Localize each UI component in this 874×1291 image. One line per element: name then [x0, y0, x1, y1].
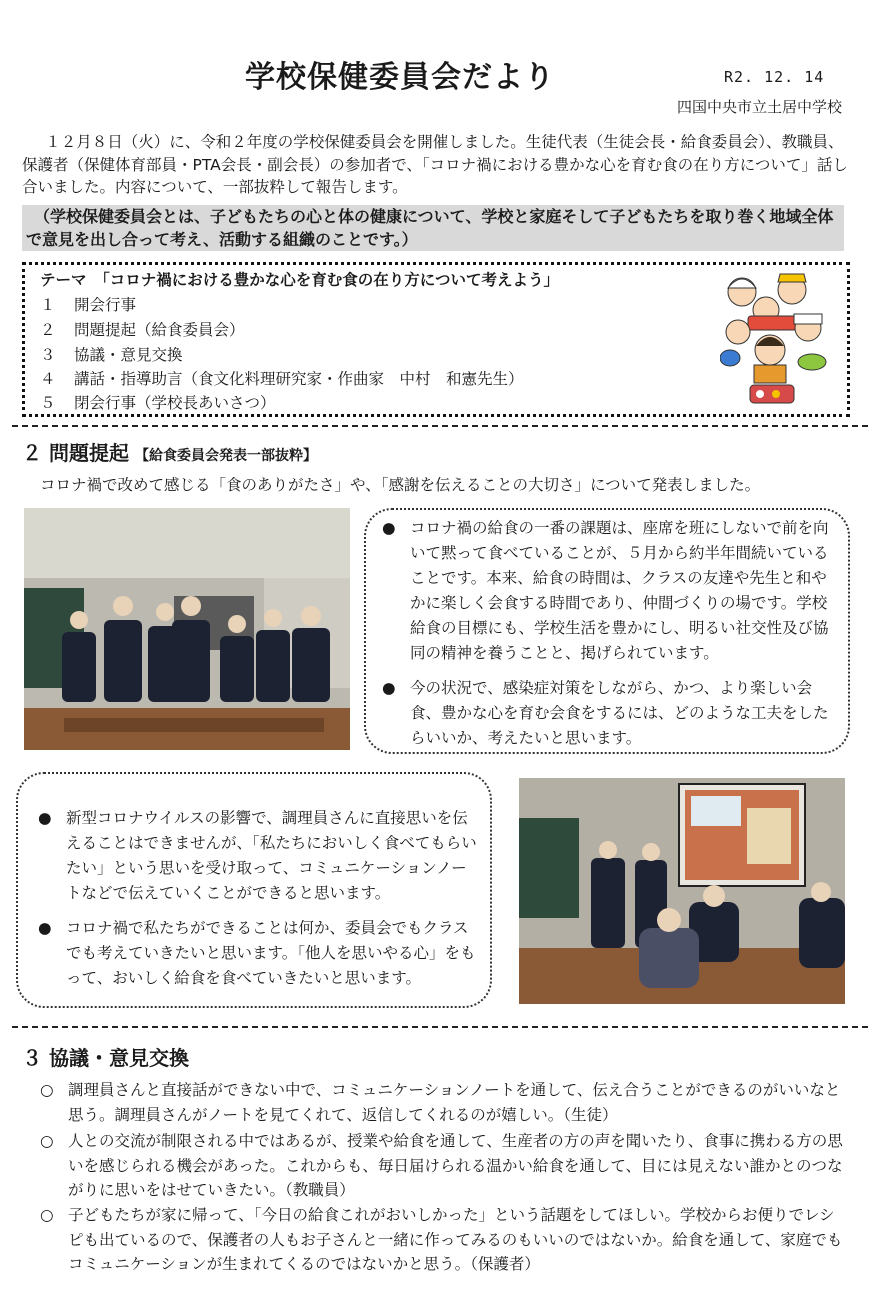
school-name: 四国中央市立土居中学校: [676, 98, 842, 116]
bullet-point: ● コロナ禍の給食の一番の課題は、座席を班にしないで前を向いて黙って食べていることが、５月から約半年間続いていることです。本来、給食の時間は、クラスの友達や先生と和やかに楽しく会食する時間であり、仲間づくりの場です。学校給食の目標にも、学校生活を豊かにし、明るい社交性及び協同の精神を養うことと、掲げられています。: [382, 519, 829, 662]
section-divider: [12, 425, 868, 427]
program-item: ５ 閉会行事（学校長あいさつ）: [40, 394, 276, 412]
opinion-item: ○ 人との交流が制限される中ではあるが、授業や給食を通して、生産者の方の声を聞いたり、食事に携わる方の思いを感じられる機会があった。これからも、毎日届けられる温かい給食を通して、目には見えない誰かとのつながりに思いをはせていきたい。（教職員）: [40, 1132, 843, 1199]
section-3-heading: ３ 協議・意見交換: [22, 1046, 189, 1070]
program-item: ４ 講話・指導助言（食文化料理研究家・作曲家 中村 和憲先生）: [40, 370, 524, 388]
children-food-illustration: [720, 270, 830, 410]
intro-paragraph: １２月８日（火）に、令和２年度の学校保健委員会を開催しました。生徒代表（生徒会長・給食委員会）、教職員、保護者（保健体育部員・PTA会長・副会長）の参加者で、「コロナ禍における豊かな心を育む食の在り方について」話し合いました。内容について、一部抜粋して報告します。: [22, 133, 848, 196]
opinion-item: ○ 調理員さんと直接話ができない中で、コミュニケーションノートを通して、伝え合うことができるのがいいなと思う。調理員さんがノートを見てくれて、返信してくれるのが嬉しい。（生徒）: [40, 1081, 841, 1124]
bullet-point: ● 今の状況で、感染症対策をしながら、かつ、より楽しい会食、豊かな心を育む会食をするには、どのような工夫をしたらいいか、考えたいと思います。: [382, 679, 829, 747]
section-2-lead: コロナ禍で改めて感じる「食のありがたさ」や、「感謝を伝えることの大切さ」について発表しました。: [40, 476, 761, 494]
program-item: ３ 協議・意見交換: [40, 346, 183, 364]
students-presentation-photo: [24, 508, 350, 750]
section-2-heading: ２ 問題提起 【給食委員会発表一部抜粋】: [22, 441, 317, 465]
bullet-point: ● 新型コロナウイルスの影響で、調理員さんに直接思いを伝えることはできませんが、「私たちにおいしく食べてもらいたい」という思いを受け取って、コミュニケーションノートなどで伝えていくことができると思います。: [38, 809, 477, 902]
section-divider: [12, 1026, 868, 1028]
opinion-item: ○ 子どもたちが家に帰って、「今日の給食これがおいしかった」という話題をしてほしい。学校からお便りでレシピも出ているので、保護者の人もお子さんと一緒に作ってみるのもいいのではないか。給食を通して、家庭でもコミュニケーションが生まれてくるのではないかと思う。（保護者）: [40, 1206, 843, 1273]
bubble-2-text: [38, 806, 478, 991]
program-item: ２ 問題提起（給食委員会）: [40, 321, 245, 339]
issue-date: R2. 12. 14: [724, 68, 825, 86]
program-item: １ 開会行事: [40, 296, 137, 314]
page-title: 学校保健委員会だより: [245, 60, 555, 95]
bullet-point: ● コロナ禍で私たちができることは何か、委員会でもクラスでも考えていきたいと思います。「他人を思いやる心」をもって、おいしく給食を食べていきたいと思います。: [38, 919, 476, 987]
theme-title: テーマ 「コロナ禍における豊かな心を育む食の在り方について考えよう」: [40, 271, 559, 289]
committee-definition: （学校保健委員会とは、子どもたちの心と体の健康について、学校と家庭そして子どもたちを取り巻く地域全体で意見を出し合って考え、活動する組織のことです。）: [22, 205, 844, 251]
meeting-room-photo: [519, 778, 845, 1004]
bubble-1-text: [382, 516, 842, 751]
